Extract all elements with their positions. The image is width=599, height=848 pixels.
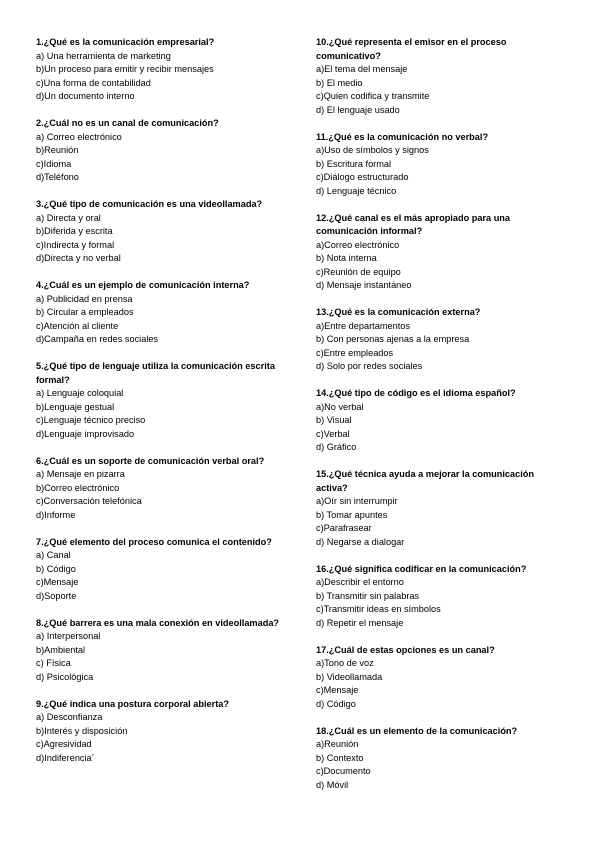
answer-option: d) Móvil xyxy=(316,779,349,790)
answer-option: b) Videollamada xyxy=(316,671,383,682)
answer-option: d)Un documento interno xyxy=(36,91,135,101)
answer-option: b) Escritura formal xyxy=(316,158,392,169)
answer-option: a) Correo electrónico xyxy=(36,131,122,142)
answer-option: c)Mensaje xyxy=(316,685,359,695)
answer-option: a)Uso de símbolos y signos xyxy=(316,145,429,155)
question-block xyxy=(316,387,566,455)
question-text: 14.¿Qué tipo de código es el idioma español? xyxy=(316,388,516,398)
question-block xyxy=(316,131,566,199)
question-block xyxy=(36,455,286,523)
question-text: 7.¿Qué elemento del proceso comunica el contenido? xyxy=(36,536,272,547)
answer-option: b)Reunión xyxy=(36,145,79,155)
question-block xyxy=(316,306,566,374)
answer-option: d)Teléfono xyxy=(36,172,79,182)
answer-option: a)El tema del mensaje xyxy=(316,64,408,74)
question-text: 2.¿Cuál no es un canal de comunicación? xyxy=(36,118,219,128)
question-text: 11.¿Qué es la comunicación no verbal? xyxy=(316,131,489,142)
answer-option: c)Quien codifica y transmite xyxy=(316,91,430,101)
answer-option: a) Mensaje en pizarra xyxy=(36,469,125,479)
answer-option: c)Parafrasear xyxy=(316,523,372,533)
answer-option: d) Lenguaje técnico xyxy=(316,185,397,196)
question-block xyxy=(36,198,286,266)
answer-option: b) Con personas ajenas a la empresa xyxy=(316,334,470,344)
answer-option: c) Física xyxy=(36,658,71,668)
answer-option: d)Campaña en redes sociales xyxy=(36,334,159,344)
question-block xyxy=(36,698,286,766)
answer-option: a)No verbal xyxy=(316,401,364,412)
question-text: 6.¿Cuál es un soporte de comunicación verbal oral? xyxy=(36,455,265,466)
answer-option: a)Reunión xyxy=(316,739,359,749)
answer-option: b) Código xyxy=(36,563,76,574)
question-text: 4.¿Cuál es un ejemplo de comunicación interna? xyxy=(36,280,250,290)
answer-option: d) Código xyxy=(316,698,356,709)
answer-option: b)Ambiental xyxy=(36,644,86,655)
answer-option: b) Tomar apuntes xyxy=(316,509,388,520)
answer-option: b)Un proceso para emitir y recibir mensajes xyxy=(36,64,214,74)
question-text: 15.¿Qué técnica ayuda a mejorar la comunicación activa? xyxy=(316,469,535,493)
answer-option: a) Lenguaje coloquial xyxy=(36,388,124,398)
question-block xyxy=(36,617,286,685)
answer-option: b)Correo electrónico xyxy=(36,482,120,493)
question-block xyxy=(316,36,566,117)
answer-option: d)Lenguaje improvisado xyxy=(36,428,135,439)
answer-option: b)Interés y disposición xyxy=(36,725,128,736)
answer-option: a) Publicidad en prensa xyxy=(36,293,133,304)
question-block xyxy=(36,536,286,604)
answer-option: d) El lenguaje usado xyxy=(316,104,400,115)
answer-option: c)Agresividad xyxy=(36,739,92,749)
answer-option: c)Idioma xyxy=(36,158,72,169)
answer-option: a)Correo electrónico xyxy=(316,239,400,250)
answer-option: d) Psicológica xyxy=(36,671,94,682)
question-text: 18.¿Cuál es un elemento de la comunicación? xyxy=(316,725,518,736)
answer-option: c)Indirecta y formal xyxy=(36,239,115,250)
answer-option: d)Directa y no verbal xyxy=(36,253,121,263)
answer-option: b) Transmitir sin palabras xyxy=(316,590,420,601)
answer-option: d) Solo por redes sociales xyxy=(316,361,423,371)
question-text: 5.¿Qué tipo de lenguaje utiliza la comunicación escrita formal? xyxy=(36,361,275,385)
answer-option: c)Mensaje xyxy=(36,577,79,587)
question-block xyxy=(36,117,286,185)
answer-option: d)Indiferencia´ xyxy=(36,752,95,763)
left-question-column xyxy=(36,36,286,779)
answer-option: c)Diálogo estructurado xyxy=(316,172,409,182)
answer-option: c)Conversación telefónica xyxy=(36,496,142,506)
answer-option: b) Circular a empleados xyxy=(36,307,134,317)
answer-option: c)Una forma de contabilidad xyxy=(36,77,151,88)
answer-option: b) El medio xyxy=(316,77,363,88)
answer-option: c)Lenguaje técnico preciso xyxy=(36,415,146,425)
question-block xyxy=(36,36,286,104)
answer-option: a)Oír sin interrumpir xyxy=(316,496,398,506)
answer-option: a) Interpersonal xyxy=(36,631,101,641)
question-text: 10.¿Qué representa el emisor en el proceso comunicativo? xyxy=(316,37,507,61)
answer-option: b) Contexto xyxy=(316,752,364,763)
question-block xyxy=(316,212,566,293)
answer-option: a) Desconfianza xyxy=(36,712,103,722)
answer-option: a) Canal xyxy=(36,550,71,560)
answer-option: d) Repetir el mensaje xyxy=(316,617,404,628)
answer-option: c)Verbal xyxy=(316,428,350,439)
question-text: 17.¿Cuál de estas opciones es un canal? xyxy=(316,644,495,655)
question-text: 8.¿Qué barrera es una mala conexión en videollamada? xyxy=(36,617,280,628)
answer-option: b)Diferida y escrita xyxy=(36,226,113,236)
answer-option: c)Entre empleados xyxy=(316,347,394,358)
answer-option: d) Negarse a dialogar xyxy=(316,536,405,547)
question-text: 1.¿Qué es la comunicación empresarial? xyxy=(36,37,215,47)
answer-option: c)Documento xyxy=(316,766,371,776)
question-block xyxy=(36,279,286,347)
question-block xyxy=(316,725,566,793)
answer-option: a) Una herramienta de marketing xyxy=(36,50,171,61)
question-text: 3.¿Qué tipo de comunicación es una videollamada? xyxy=(36,199,263,209)
question-text: 13.¿Qué es la comunicación externa? xyxy=(316,307,481,317)
answer-option: c)Reunión de equipo xyxy=(316,266,401,277)
answer-option: b) Nota interna xyxy=(316,253,377,263)
answer-option: d)Informe xyxy=(36,509,76,520)
answer-option: d) Gráfico xyxy=(316,442,357,452)
answer-option: d)Soporte xyxy=(36,590,77,601)
question-block xyxy=(316,468,566,549)
answer-option: a)Tono de voz xyxy=(316,658,374,668)
question-text: 16.¿Qué significa codificar en la comunicación? xyxy=(316,563,527,574)
question-text: 12.¿Qué canal es el más apropiado para una comunicación informal? xyxy=(316,212,511,236)
answer-option: a)Describir el entorno xyxy=(316,577,404,587)
question-block xyxy=(316,563,566,631)
answer-option: b)Lenguaje gestual xyxy=(36,401,115,412)
question-block xyxy=(316,644,566,712)
answer-option: b) Visual xyxy=(316,415,352,425)
question-text: 9.¿Qué indica una postura corporal abierta? xyxy=(36,698,229,709)
answer-option: a)Entre departamentos xyxy=(316,320,410,331)
right-question-column xyxy=(316,36,566,806)
answer-option: a) Directa y oral xyxy=(36,212,101,223)
answer-option: c)Atención al cliente xyxy=(36,320,119,331)
question-block xyxy=(36,360,286,441)
answer-option: c)Transmitir ideas en símbolos xyxy=(316,604,441,614)
answer-option: d) Mensaje instantáneo xyxy=(316,280,412,290)
